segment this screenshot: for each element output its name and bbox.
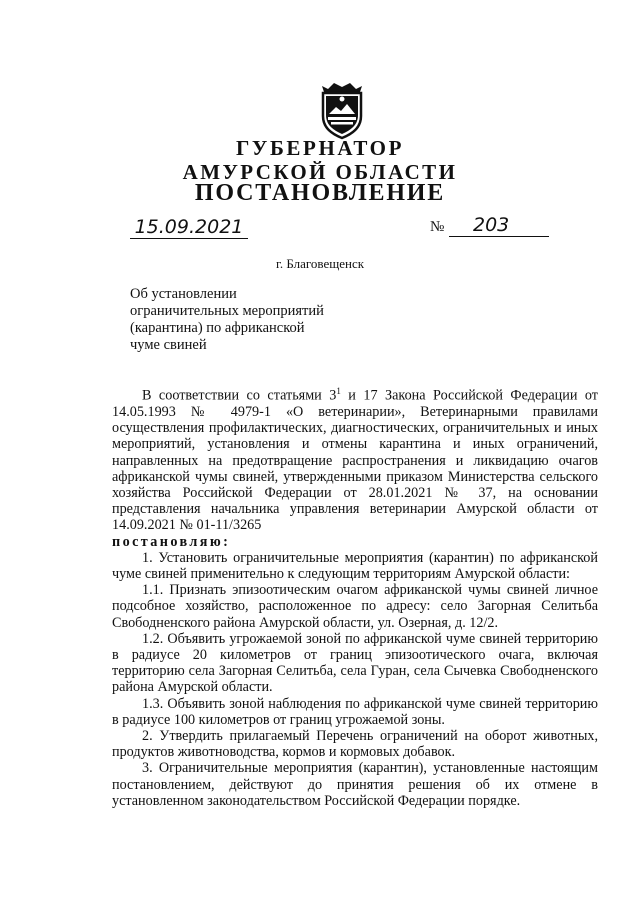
subject-line: Об установлении bbox=[130, 286, 237, 302]
number-label: № bbox=[430, 219, 445, 235]
item-1-3: 1.3. Объявить зоной наблюдения по африканской чуме свиней территорию в радиусе 100 километров от границ угрожаемой зоны. bbox=[112, 695, 598, 728]
document-type-heading: ПОСТАНОВЛЕНИЕ bbox=[194, 180, 446, 206]
governor-heading: ГУБЕРНАТОР bbox=[235, 136, 405, 160]
article-superscript: 1 bbox=[336, 386, 341, 396]
item-1: 1. Установить ограничительные мероприятия (карантин) по африканской чуме свиней применительно к следующим территориям Амурской области: bbox=[112, 549, 598, 582]
item-3: 3. Ограничительные мероприятия (карантин), установленные настоящим постановлением, действуют до принятия решения об их отмене в установленном законодательством Российской Федерации порядке. bbox=[112, 760, 598, 809]
document-body bbox=[112, 383, 598, 809]
subject-line: чуме свиней bbox=[130, 337, 207, 353]
preamble-text-start: В соответствии со статьями 3 bbox=[142, 387, 337, 404]
document-number: 203 bbox=[449, 214, 549, 237]
subject-line: ограничительных мероприятий bbox=[130, 303, 324, 319]
item-1-1: 1.1. Признать эпизоотическим очагом африканской чумы свиней личное подсобное хозяйство, расположенное по адресу: село Загорная Селитьба Свободненского района Амурской области, ул. Озерная, д. 12/2. bbox=[112, 582, 598, 631]
region-heading: АМУРСКОЙ ОБЛАСТИ bbox=[182, 160, 458, 184]
item-2: 2. Утвердить прилагаемый Перечень ограничений на оборот животных, продуктов животноводства, кормов и кормовых добавок. bbox=[112, 728, 598, 761]
subject-block bbox=[130, 286, 350, 354]
coat-of-arms-icon bbox=[314, 78, 370, 140]
city-line: г. Благовещенск bbox=[275, 256, 365, 271]
subject-line: (карантина) по африканской bbox=[130, 320, 305, 336]
item-1-2: 1.2. Объявить угрожаемой зоной по африканской чуме свиней территорию в радиусе 20 километров от границ эпизоотического очага, включая территорию села Загорная Селитьба, села Гуран, села Сычевка Свободненского района Амурской области. bbox=[112, 630, 598, 696]
document-date: 15.09.2021 bbox=[130, 216, 248, 239]
preamble-text-rest: и 17 Закона Российской Федерации от 14.05.1993 № 4979-1 «О ветеринарии», Ветеринарными правилами осуществления профилактических, диагностических, ограничительных и иных мероприятий, установления и отмены карантина и иных ограничений, направленных на предотвращение распространения и ликвидацию очагов африканской чумы свиней, утвержденными приказом Министерства сельского хозяйства Российской Федерации от 28.01.2021 № 37, на основании представления начальника управления ветеринарии Амурской области от 14.09.2021 № 01-11/3265 bbox=[112, 387, 598, 534]
preamble-paragraph bbox=[112, 383, 598, 534]
decree-word: постановляю: bbox=[112, 533, 231, 550]
